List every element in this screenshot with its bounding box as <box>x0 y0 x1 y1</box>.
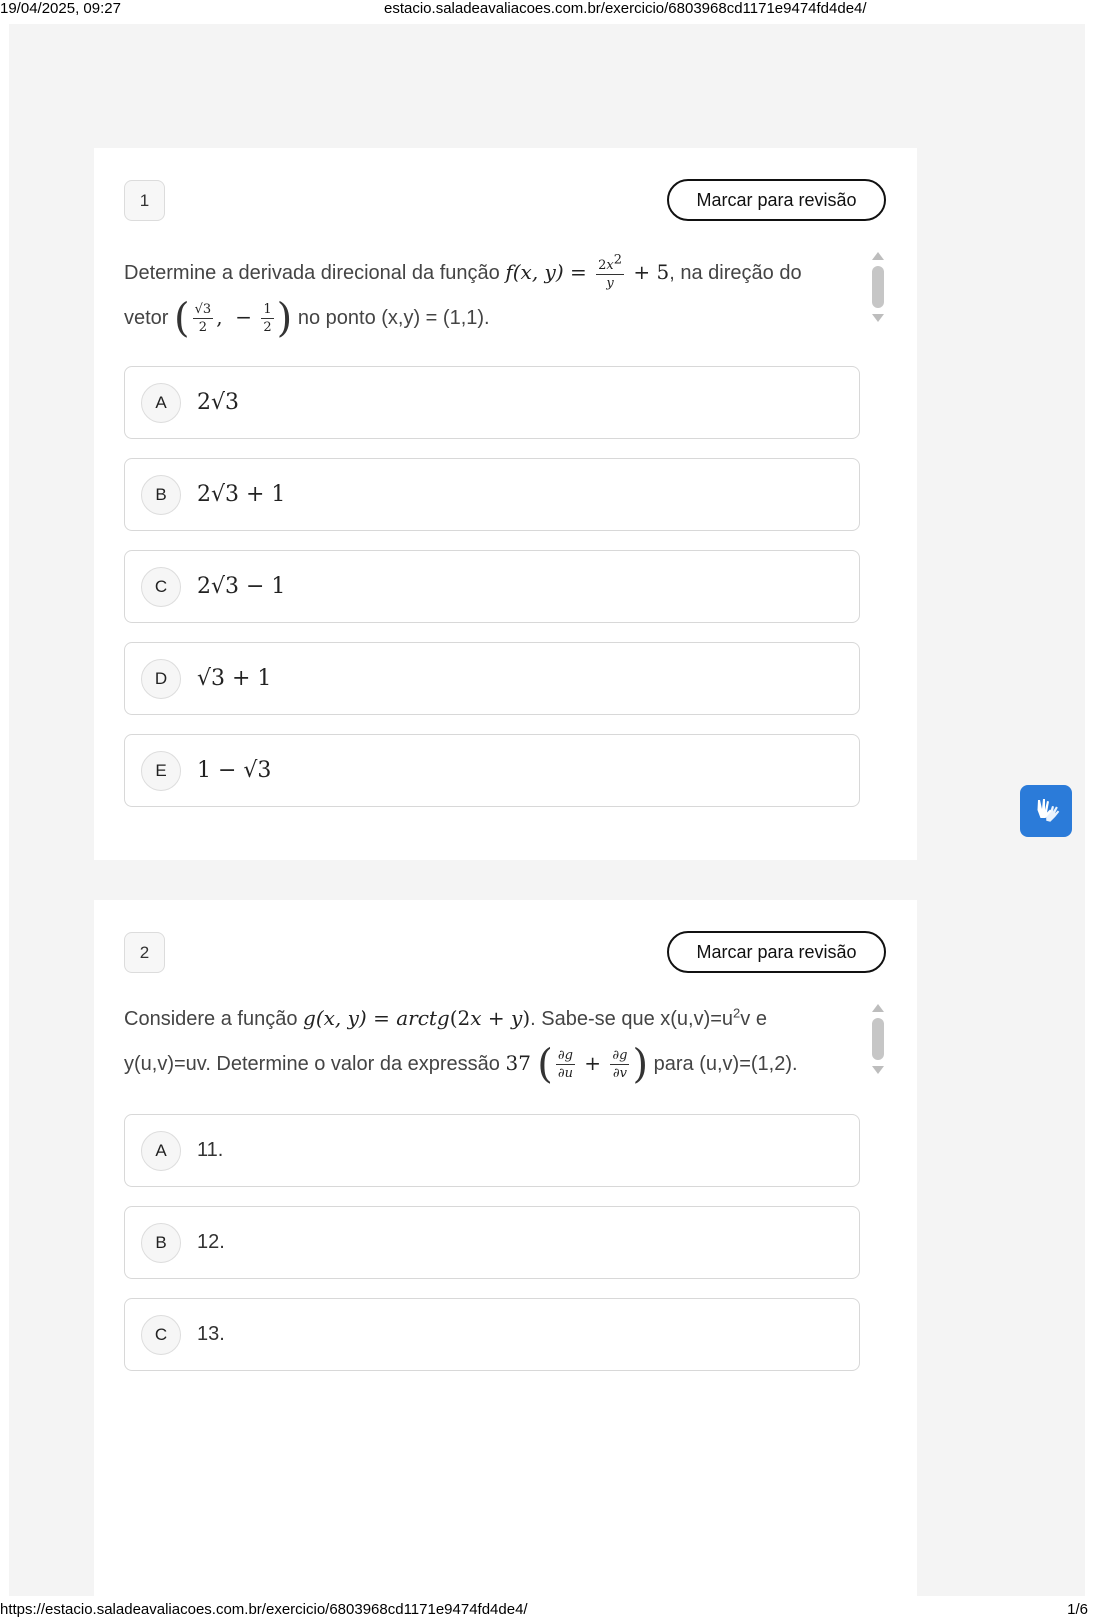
option-text: 2√3 + 1 <box>197 482 286 507</box>
option-c[interactable] <box>124 550 860 623</box>
mark-for-review-button[interactable]: Marcar para revisão <box>667 931 886 973</box>
option-letter: B <box>141 1223 181 1263</box>
option-text: 2√3 − 1 <box>197 574 286 599</box>
option-text: 13. <box>197 1323 225 1345</box>
option-text: 11. <box>197 1139 224 1161</box>
question-number: 2 <box>124 932 165 973</box>
option-a[interactable] <box>124 1114 860 1187</box>
option-d[interactable] <box>124 642 860 715</box>
option-letter: A <box>141 1131 181 1171</box>
option-text: 1 − √3 <box>197 758 272 783</box>
print-footer <box>0 1599 1094 1623</box>
option-c[interactable] <box>124 1298 860 1371</box>
print-datetime: 19/04/2025, 09:27 <box>0 0 121 17</box>
print-header <box>0 0 1094 24</box>
option-letter: C <box>141 567 181 607</box>
question-text: Determine a derivada direcional da função f(x, y) = $\frac{2x^2}{y}$ + 5, na direção do vetor ( $\frac{√3}{2}$ , − $\frac{1}{2}$ ) no ponto (x,y) = (1,1). <box>124 252 802 342</box>
option-letter: D <box>141 659 181 699</box>
option-letter: E <box>141 751 181 791</box>
scroll-up-arrow-icon[interactable] <box>872 1004 884 1012</box>
question-scrollbar[interactable] <box>871 252 885 322</box>
question-card-2 <box>94 900 917 1600</box>
option-text: 12. <box>197 1231 225 1253</box>
option-letter: C <box>141 1315 181 1355</box>
option-text: 2√3 <box>197 390 240 415</box>
option-letter: B <box>141 475 181 515</box>
option-letter: A <box>141 383 181 423</box>
scroll-down-arrow-icon[interactable] <box>872 1066 884 1074</box>
page-content <box>9 24 1085 1596</box>
math-function: f(x, y) <box>505 260 571 284</box>
math-function: g(x, y) <box>303 1006 374 1030</box>
question-number: 1 <box>124 180 165 221</box>
footer-url: https://estacio.saladeavaliacoes.com.br/exercicio/6803968cd1171e9474fd4de4/ <box>0 1601 528 1618</box>
accessibility-sign-language-button[interactable] <box>1020 785 1072 837</box>
option-e[interactable] <box>124 734 860 807</box>
scroll-thumb[interactable] <box>872 1018 884 1060</box>
option-b[interactable] <box>124 458 860 531</box>
sign-language-hands-icon <box>1029 794 1063 828</box>
question-text: Considere a função g(x, y) = arctg(2x + y). Sabe-se que $x(u,v)=u^2v$ e y(u,v)=uv. Determine o valor da expressão 37 ( $\frac{\partial g}{\partial u}$ + $\frac{\partial g}{\partial v}$ ) para (u,v)=(1,2). <box>124 1005 798 1088</box>
mark-for-review-button[interactable]: Marcar para revisão <box>667 179 886 221</box>
option-a[interactable] <box>124 366 860 439</box>
option-text: √3 + 1 <box>197 666 272 691</box>
scroll-down-arrow-icon[interactable] <box>872 314 884 322</box>
question-scrollbar[interactable] <box>871 1004 885 1074</box>
scroll-thumb[interactable] <box>872 266 884 308</box>
scroll-up-arrow-icon[interactable] <box>872 252 884 260</box>
question-card-1 <box>94 148 917 860</box>
print-url: estacio.saladeavaliacoes.com.br/exercicio/6803968cd1171e9474fd4de4/ <box>384 0 867 17</box>
option-b[interactable] <box>124 1206 860 1279</box>
page-number: 1/6 <box>1067 1601 1088 1618</box>
